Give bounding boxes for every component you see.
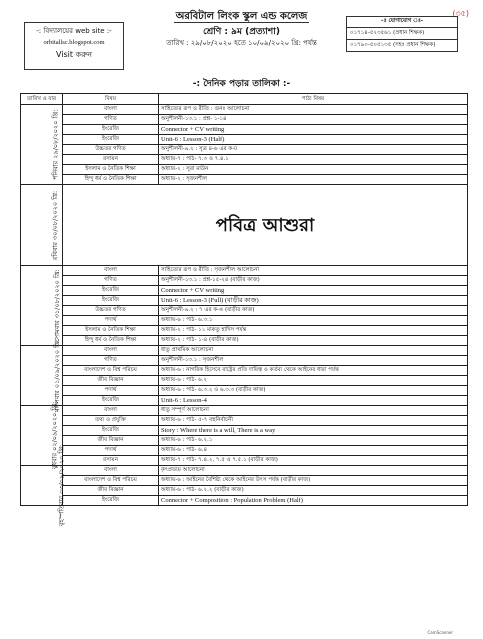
subject-cell: বাংলাদেশ ও বিশ্ব পরিচয় [63, 366, 159, 376]
topic-cell: অধ্যায়-৭ : পাঠ- ৭.৩ ও ৭.৪.১ [159, 155, 468, 165]
topic-cell: Connector + Composition : Population Problem (Half) [159, 496, 468, 506]
header-subject: বিষয় [63, 94, 159, 105]
table-row [21, 145, 468, 155]
holiday-label: পবিত্র আশুরা [63, 185, 468, 266]
topic-cell: অধ্যায়-২ : পাঠ- ১-৪ (বাড়ীর কাজ) [159, 336, 468, 346]
table-row [21, 456, 468, 466]
topic-cell: অধ্যায়-৬ : পাঠ- ৬.৪ [159, 446, 468, 456]
website-label: -: বিদ্যালয়ের web site :- [36, 27, 112, 35]
table-row [21, 386, 468, 396]
routine-table [20, 93, 468, 527]
day-cell [21, 444, 66, 527]
subject-cell: বাংলা [63, 266, 159, 276]
topic-cell: ধাতু সম্পূর্ণ আলোচনা [159, 406, 468, 416]
contact-heading: -ঃ যোগাযোগ ঃ- [380, 18, 424, 24]
subject-cell: উচ্চতর গণিত [63, 145, 159, 155]
day-cell [21, 105, 63, 185]
contact-row: ০১৭৯০-৫০৫১৩৫ (সহঃ প্রধান শিক্ষক) [347, 39, 457, 51]
topic-cell: অধ্যায়-৬ : পাঠ- ৬.২.১ [159, 436, 468, 446]
table-row [21, 316, 468, 326]
subject-cell: ইংরেজি [63, 426, 159, 436]
page-number: (৩৫) [452, 9, 469, 18]
table-row [21, 306, 468, 316]
topic-cell: অধ্যায়-২ : সৃজনশীল [159, 175, 468, 185]
topic-cell: Unit-6 : Lesson-3 (Full) (বাড়ীর কাজ) [159, 296, 468, 306]
subject-cell: বাংলা [63, 346, 159, 356]
date-line: তারিখ : ২৯/০৮/২০২০ হতে ১০/০৯/২০২০ খ্রি: পর্যন্ত [166, 39, 317, 47]
topic-cell: অধ্যায়-২ : সূরা মাউন [159, 165, 468, 175]
subject-cell: বাংলা [63, 406, 159, 416]
table-row [21, 366, 468, 376]
subject-cell: জীব বিজ্ঞান [63, 376, 159, 386]
table-row [21, 125, 468, 135]
table-row [21, 165, 468, 175]
topic-cell: Connector + CV writing [159, 125, 468, 135]
subject-cell: ইংরেজি [63, 286, 159, 296]
subject-cell: হিন্দু ধর্ম ও নৈতিক শিক্ষা [63, 175, 159, 185]
table-row [21, 135, 468, 145]
day-label: রবিবার ৩০/০৮/২০২০ খ্রি: [51, 190, 60, 260]
day-label: বুধবার ০২/০৯/২০২০ খ্রি: [50, 401, 59, 470]
subject-cell: বাংলা [63, 105, 159, 115]
topic-cell: অধ্যায়-৬ : পাঠ- ৬.৩.১ [159, 316, 468, 326]
topic-cell: অধ্যায়-৭ : পাঠ- ৭.৪.২, ৭.৫ ও ৭.৫.১ (বাড়ীর কাজ) [159, 456, 468, 466]
subject-cell: গণিত [63, 276, 159, 286]
subject-cell: বাংলা [63, 466, 159, 476]
table-row [21, 326, 468, 336]
topic-cell: ধাতু প্রাথমিক আলোচনা [159, 346, 468, 356]
table-row [21, 185, 468, 266]
day-cell [21, 185, 63, 266]
table-row [21, 286, 468, 296]
contact-box [346, 16, 458, 52]
topic-cell: কৃৎপ্রত্যয় আলোচনা [159, 466, 468, 476]
day-label: সোমবার ৩১/০৮/২০২০ খ্রি: [52, 269, 61, 342]
topic-cell: Unit-6 : Lesson-3 (Half) [159, 135, 468, 145]
day-cell [21, 266, 63, 346]
topic-cell: সাহিত্যের রূপ ও রীতি : সৃজনশীল আলোচনা [159, 266, 468, 276]
subject-cell: পদার্থ [63, 316, 159, 326]
subject-cell: তথ্য ও প্রযুক্তি [63, 416, 159, 426]
table-row [21, 105, 468, 115]
routine-title: -: দৈনিক পড়ার তালিকা :- [192, 79, 291, 89]
table-body [21, 105, 468, 527]
table-row [21, 416, 468, 426]
topic-cell: অধ্যায়-৬ : পাঠ- ৬.২.২ (বাড়ীর কাজ) [159, 486, 468, 496]
table-row [21, 476, 468, 486]
day-label: মঙ্গলবার ০১/০৯/২০২০ খ্রি: [53, 338, 62, 413]
subject-cell: জীব বিজ্ঞান [63, 486, 159, 496]
topic-cell: অনুশীলনী-১৩.১ : সৃজনশীল [159, 356, 468, 366]
subject-cell: গণিত [63, 356, 159, 366]
topic-cell: অধ্যায়-৬ : পাঠ- ৬.২ [159, 376, 468, 386]
day-label: বৃহস্পতিবার ০৩/০৯/২০২০ খ্রি: [57, 444, 66, 527]
topic-cell: অনুশীলনী-১৩.১ : প্রশ্ন-১৫-২৪ (বাড়ীর কাজ) [159, 276, 468, 286]
table-row [21, 446, 468, 456]
subject-cell: ইসলাম ও নৈতিক শিক্ষা [63, 326, 159, 336]
day-label: শনিবার ২৯/০৮/২০২০ খ্রি: [51, 109, 60, 180]
table-row [21, 396, 468, 406]
visit-text: Visit করুন [55, 50, 93, 59]
topic-cell: অধ্যায়-৬ : নাগরিক হিসেবে রাষ্ট্রের প্রতি দায়িত্ব ও কর্তব্য থেকে আইনের ধারা পর্যন্ত [159, 366, 468, 376]
table-row [21, 436, 468, 446]
subject-cell: ইংরেজি [63, 125, 159, 135]
topic-cell: Story : Where there is a will, There is a way [159, 426, 468, 436]
topic-cell: অধ্যায়-৬ : পাঠ- ৬.৩.২ ও ৬.৩.৩ (বাড়ীর কাজ) [159, 386, 468, 396]
topic-cell: সাহিত্যের রূপ ও রীতি : গুনঃ আলোচনা [159, 105, 468, 115]
topic-cell: Connector + CV writing [159, 286, 468, 296]
day-cell [21, 338, 63, 413]
subject-cell: ইংরেজি [63, 296, 159, 306]
class-line: শ্রেণি : ৯ম (প্রত্যাশা) [203, 27, 280, 37]
table-row [21, 496, 468, 506]
table-row [21, 356, 468, 366]
day-cell [21, 401, 63, 470]
subject-cell: হিন্দু ধর্ম ও নৈতিক শিক্ষা [63, 336, 159, 346]
header-day: তারিখ ও বার [21, 94, 63, 105]
subject-cell: ইসলাম ও নৈতিক শিক্ষা [63, 165, 159, 175]
subject-cell: ইংরেজি [63, 396, 159, 406]
table-row [21, 376, 468, 386]
topic-cell: অনুশীলনী-৯.২ : সূত্র ৪-৬ এর ক-ঢ [159, 145, 468, 155]
table-row [21, 175, 468, 185]
table-row [21, 336, 468, 346]
topic-cell: অনুশীলনী-১৩.১ : প্রশ্ন- ১-১৪ [159, 115, 468, 125]
table-row [21, 115, 468, 125]
subject-cell: বাংলাদেশ ও বিশ্ব পরিচয় [63, 476, 159, 486]
table-row [21, 276, 468, 286]
table-row [21, 426, 468, 436]
table-row [21, 155, 468, 165]
subject-cell: গণিত [63, 115, 159, 125]
subject-cell: ইংরেজি [63, 496, 159, 506]
table-row [21, 406, 468, 416]
topic-cell: অধ্যায়-৬ : পাঠ- ৫-৭ বহুনির্বাচনী [159, 416, 468, 426]
topic-cell: Unit-6 : Lesson-4 [159, 396, 468, 406]
subject-cell: রসায়ন [63, 155, 159, 165]
contact-row: ০১৭১৪-৫২৩৫৬১ (প্রধান শিক্ষক) [347, 27, 457, 39]
website-url[interactable]: orbitallsc.blogspot.com [43, 39, 105, 46]
subject-cell: পদার্থ [63, 446, 159, 456]
header-topic: পাঠ্য বিষয় [159, 94, 468, 105]
table-row [21, 466, 468, 476]
school-name: অরবিটাল লিংক স্কুল এন্ড কলেজ [175, 11, 308, 22]
table-header-row [21, 94, 468, 105]
subject-cell: রসায়ন [63, 456, 159, 466]
website-box [24, 22, 124, 70]
footer-mark: CamScanner [427, 630, 453, 635]
subject-cell: ইংরেজি [63, 135, 159, 145]
subject-cell: জীব বিজ্ঞান [63, 436, 159, 446]
subject-cell: পদার্থ [63, 386, 159, 396]
topic-cell: অধ্যায়-৬ : আইনের বৈশিষ্ট্য থেকে আইনের উৎস পর্যন্ত (বাড়ীর কাজ) [159, 476, 468, 486]
topic-cell: অনুশীলনী-৯.২ : ৭ এর ক-ঙ (বাড়ীর কাজ) [159, 306, 468, 316]
subject-cell: উচ্চতর গণিত [63, 306, 159, 316]
table-row [21, 486, 468, 496]
topic-cell: অধ্যায়-২ : পাঠ- ১১ মাকতু হাদিস পর্যন্ত [159, 326, 468, 336]
table-row [21, 346, 468, 356]
table-row [21, 296, 468, 306]
table-row [21, 266, 468, 276]
